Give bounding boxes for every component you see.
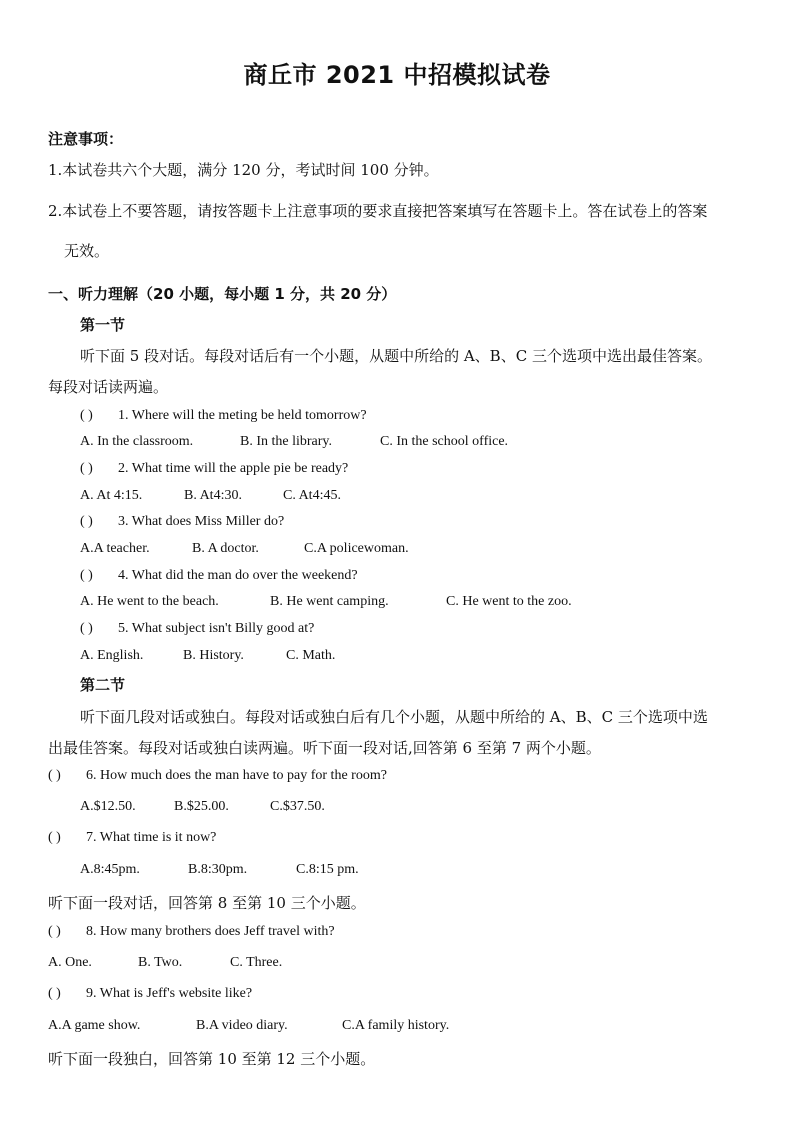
question-4 (80, 568, 358, 584)
option-a: A. One. (48, 955, 92, 970)
part2-instructions-cont: 出最佳答案。每段对话或独白读两遍。听下面一段对话,回答第 6 至第 7 两个小题。 (48, 739, 601, 757)
part2-instructions: 听下面几段对话或独白。每段对话或独白后有几个小题，从题中所给的 A、B、C 三个选项中选 (80, 708, 708, 726)
option-b: B. History. (183, 648, 244, 663)
answer-blank[interactable]: ( ) (48, 768, 61, 783)
option-b: B. In the library. (240, 434, 333, 449)
option-c: C. At4:45. (283, 488, 341, 503)
answer-blank[interactable]: ( ) (80, 461, 93, 476)
option-b: B. Two. (138, 955, 183, 970)
section-heading: 一、听力理解（20 小题，每小题 1 分，共 20 分） (48, 285, 397, 303)
option-c: C.8:15 pm. (296, 862, 359, 877)
part1-heading: 第一节 (80, 316, 126, 334)
option-b: B. He went camping. (270, 594, 389, 609)
option-c: C. He went to the zoo. (446, 594, 572, 609)
question-6 (48, 768, 387, 784)
notice-item-1: 1.本试卷共六个大题，满分 120 分，考试时间 100 分钟。 (48, 161, 439, 179)
question-text: 5. What subject isn't Billy good at? (118, 621, 315, 636)
notice-item-2: 2.本试卷上不要答题，请按答题卡上注意事项的要求直接把答案填写在答题卡上。答在试卷上的答案 (48, 202, 708, 220)
option-b: B. At4:30. (184, 488, 242, 503)
answer-blank[interactable]: ( ) (80, 568, 93, 583)
answer-blank[interactable]: ( ) (80, 621, 93, 636)
question-text: 6. How much does the man have to pay for the room? (86, 768, 387, 783)
option-c: C.A policewoman. (304, 541, 409, 556)
option-a: A.A game show. (48, 1018, 141, 1033)
notice-heading: 注意事项： (48, 130, 124, 148)
question-text: 8. How many brothers does Jeff travel with? (86, 924, 335, 939)
question-text: 4. What did the man do over the weekend? (118, 568, 358, 583)
part2-heading: 第二节 (80, 676, 126, 694)
option-b: B.A video diary. (196, 1018, 288, 1033)
option-b: B.8:30pm. (188, 862, 248, 877)
option-b: B.$25.00. (174, 799, 229, 814)
option-b: B. A doctor. (192, 541, 259, 556)
question-text: 9. What is Jeff's website like? (86, 986, 253, 1001)
question-text: 7. What time is it now? (86, 830, 217, 845)
question-5 (80, 621, 314, 637)
option-a: A. English. (80, 648, 144, 663)
question-7 (48, 830, 216, 846)
option-a: A. In the classroom. (80, 434, 194, 449)
part1-instructions-cont: 每段对话读两遍。 (48, 378, 169, 396)
question-1 (80, 408, 367, 424)
option-c: C. Three. (230, 955, 283, 970)
part1-instructions: 听下面 5 段对话。每段对话后有一个小题，从题中所给的 A、B、C 三个选项中选出最佳答案。 (80, 347, 712, 365)
part2-instructions-q8: 听下面一段对话，回答第 8 至第 10 三个小题。 (48, 894, 366, 912)
part2-instructions-q10: 听下面一段独白，回答第 10 至第 12 三个小题。 (48, 1050, 376, 1068)
option-c: C. Math. (286, 648, 336, 663)
option-a: A.$12.50. (80, 799, 136, 814)
answer-blank[interactable]: ( ) (48, 986, 61, 1001)
option-c: C.$37.50. (270, 799, 325, 814)
option-a: A. He went to the beach. (80, 594, 219, 609)
answer-blank[interactable]: ( ) (48, 830, 61, 845)
question-text: 1. Where will the meting be held tomorrow? (118, 408, 367, 423)
answer-blank[interactable]: ( ) (80, 408, 93, 423)
question-2 (80, 461, 348, 477)
page-title: 商丘市 2021 中招模拟试卷 (243, 61, 551, 89)
question-3 (80, 514, 284, 530)
option-c: C. In the school office. (380, 434, 509, 449)
question-text: 3. What does Miss Miller do? (118, 514, 285, 529)
question-8 (48, 924, 335, 940)
option-a: A. At 4:15. (80, 488, 143, 503)
notice-item-2-cont: 无效。 (64, 242, 110, 260)
answer-blank[interactable]: ( ) (80, 514, 93, 529)
answer-blank[interactable]: ( ) (48, 924, 61, 939)
option-a: A.A teacher. (80, 541, 150, 556)
option-a: A.8:45pm. (80, 862, 140, 877)
question-text: 2. What time will the apple pie be ready? (118, 461, 349, 476)
option-c: C.A family history. (342, 1018, 450, 1033)
question-9 (48, 986, 252, 1002)
